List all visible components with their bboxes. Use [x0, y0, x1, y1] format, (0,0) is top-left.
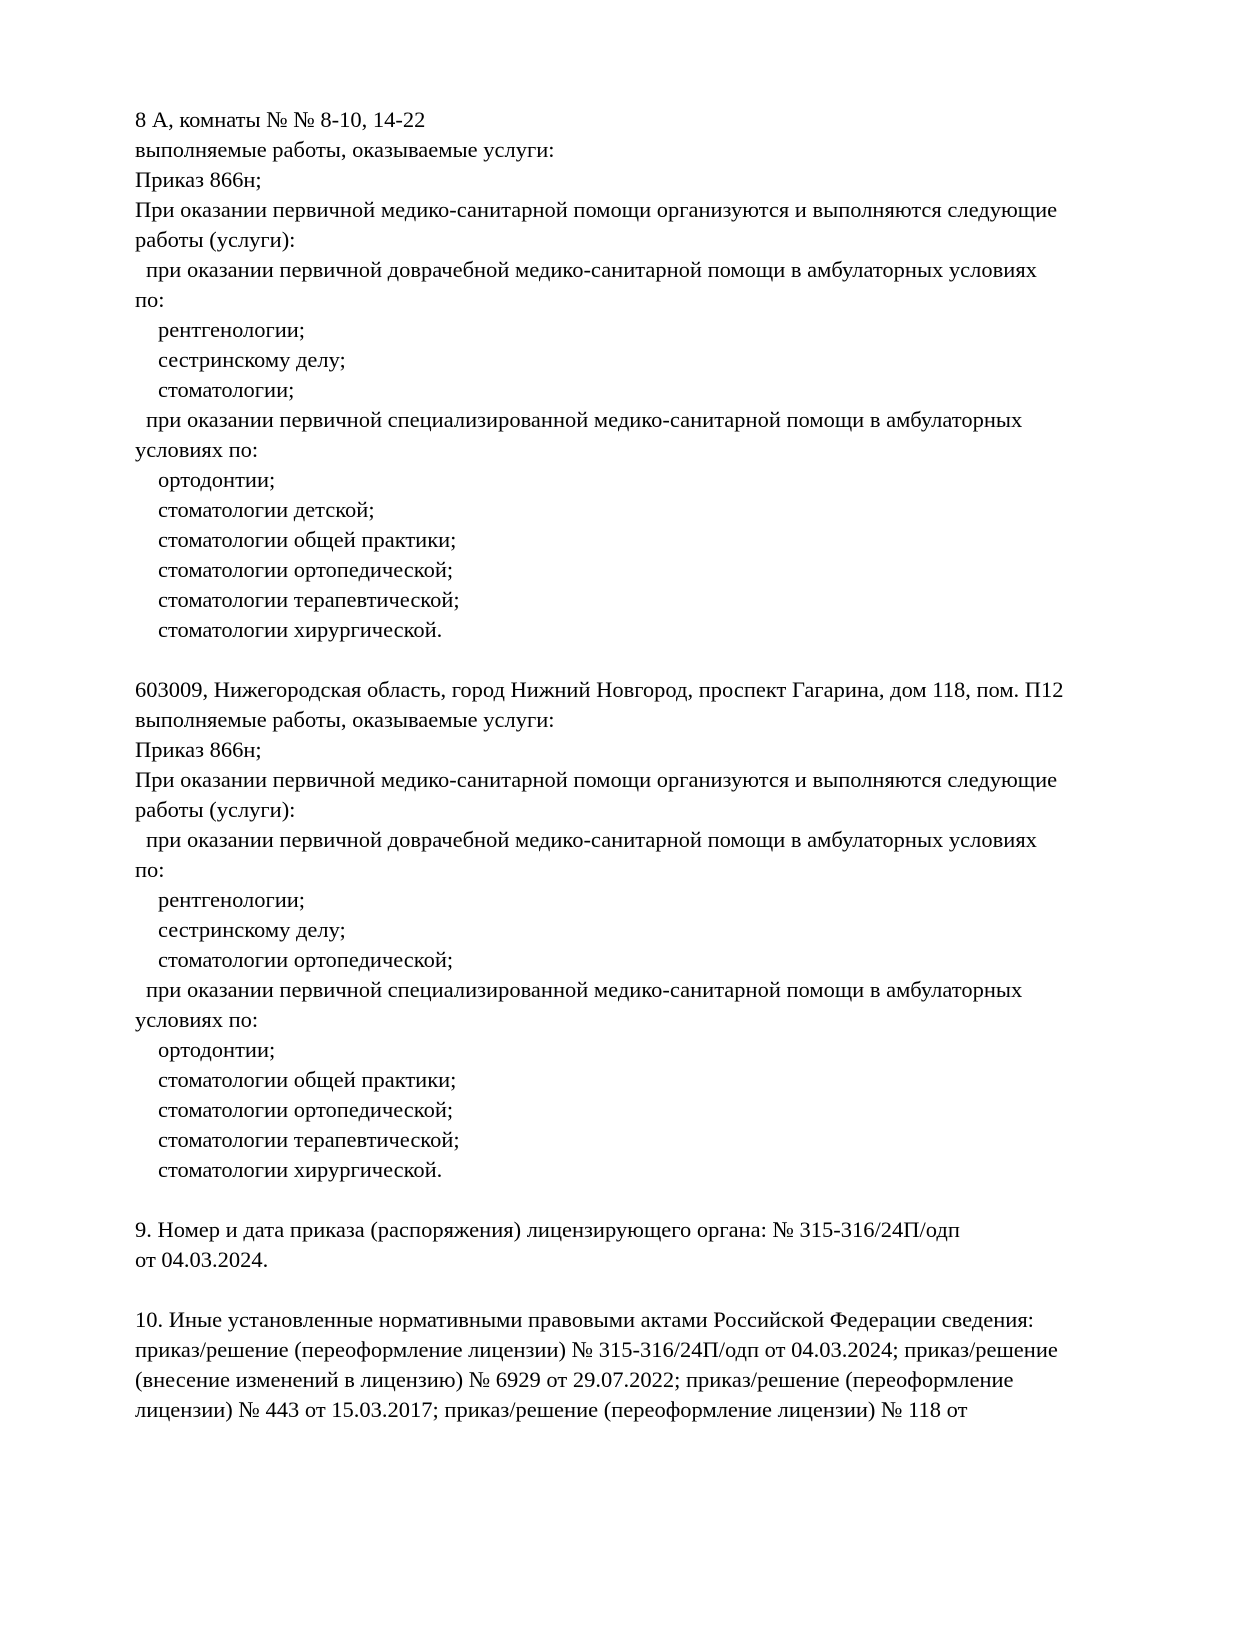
text-line: стоматологии ортопедической;	[158, 947, 454, 972]
text-line: по:	[135, 857, 165, 882]
text-line: при оказании первичной доврачебной медико-санитарной помощи в амбулаторных условиях	[146, 827, 1037, 852]
text-line: сестринскому делу;	[158, 917, 346, 942]
text-line: стоматологии хирургической.	[158, 1157, 443, 1182]
text-line: условиях по:	[135, 1007, 259, 1032]
text-line: 603009, Нижегородская область, город Нижний Новгород, проспект Гагарина, дом 118, пом. П12	[135, 677, 1064, 702]
text-line: стоматологии ортопедической;	[158, 557, 454, 582]
text-line: 9. Номер и дата приказа (распоряжения) лицензирующего органа: № 315-316/24П/одп	[135, 1217, 960, 1242]
text-line: ортодонтии;	[158, 467, 276, 492]
text-line: стоматологии терапевтической;	[158, 587, 460, 612]
text-line: от 04.03.2024.	[135, 1247, 269, 1272]
text-line: рентгенологии;	[158, 887, 306, 912]
text-line	[135, 645, 1195, 675]
text-line: при оказании первичной специализированной медико-санитарной помощи в амбулаторных	[146, 407, 1023, 432]
text-line: Приказ 866н;	[135, 167, 262, 192]
text-line: стоматологии ортопедической;	[158, 1097, 454, 1122]
text-line: стоматологии детской;	[158, 497, 375, 522]
text-line: Приказ 866н;	[135, 737, 262, 762]
text-line: приказ/решение (переоформление лицензии) № 315-316/24П/одп от 04.03.2024; приказ/решение	[135, 1337, 1058, 1362]
text-line: сестринскому делу;	[158, 347, 346, 372]
text-line: ортодонтии;	[158, 1037, 276, 1062]
text-line: при оказании первичной специализированной медико-санитарной помощи в амбулаторных	[146, 977, 1023, 1002]
document-text-block	[135, 105, 1195, 1425]
text-line: стоматологии терапевтической;	[158, 1127, 460, 1152]
text-line: 10. Иные установленные нормативными правовыми актами Российской Федерации сведения:	[135, 1307, 1034, 1332]
text-line: по:	[135, 287, 165, 312]
text-line: при оказании первичной доврачебной медико-санитарной помощи в амбулаторных условиях	[146, 257, 1037, 282]
text-line: выполняемые работы, оказываемые услуги:	[135, 137, 555, 162]
text-line: стоматологии;	[158, 377, 295, 402]
text-line	[135, 1275, 1195, 1305]
text-line: стоматологии общей практики;	[158, 1067, 457, 1092]
text-line: лицензии) № 443 от 15.03.2017; приказ/решение (переоформление лицензии) № 118 от	[135, 1397, 968, 1422]
text-line: стоматологии общей практики;	[158, 527, 457, 552]
text-line: При оказании первичной медико-санитарной помощи организуются и выполняются следующие	[135, 767, 1058, 792]
text-line: При оказании первичной медико-санитарной помощи организуются и выполняются следующие	[135, 197, 1058, 222]
text-line: работы (услуги):	[135, 227, 296, 252]
text-line	[135, 1185, 1195, 1215]
text-line: стоматологии хирургической.	[158, 617, 443, 642]
text-line: работы (услуги):	[135, 797, 296, 822]
text-line: 8 А, комнаты № № 8-10, 14-22	[135, 107, 426, 132]
text-line: рентгенологии;	[158, 317, 306, 342]
text-line: (внесение изменений в лицензию) № 6929 от 29.07.2022; приказ/решение (переоформление	[135, 1367, 1014, 1392]
text-line: условиях по:	[135, 437, 259, 462]
text-line: выполняемые работы, оказываемые услуги:	[135, 707, 555, 732]
